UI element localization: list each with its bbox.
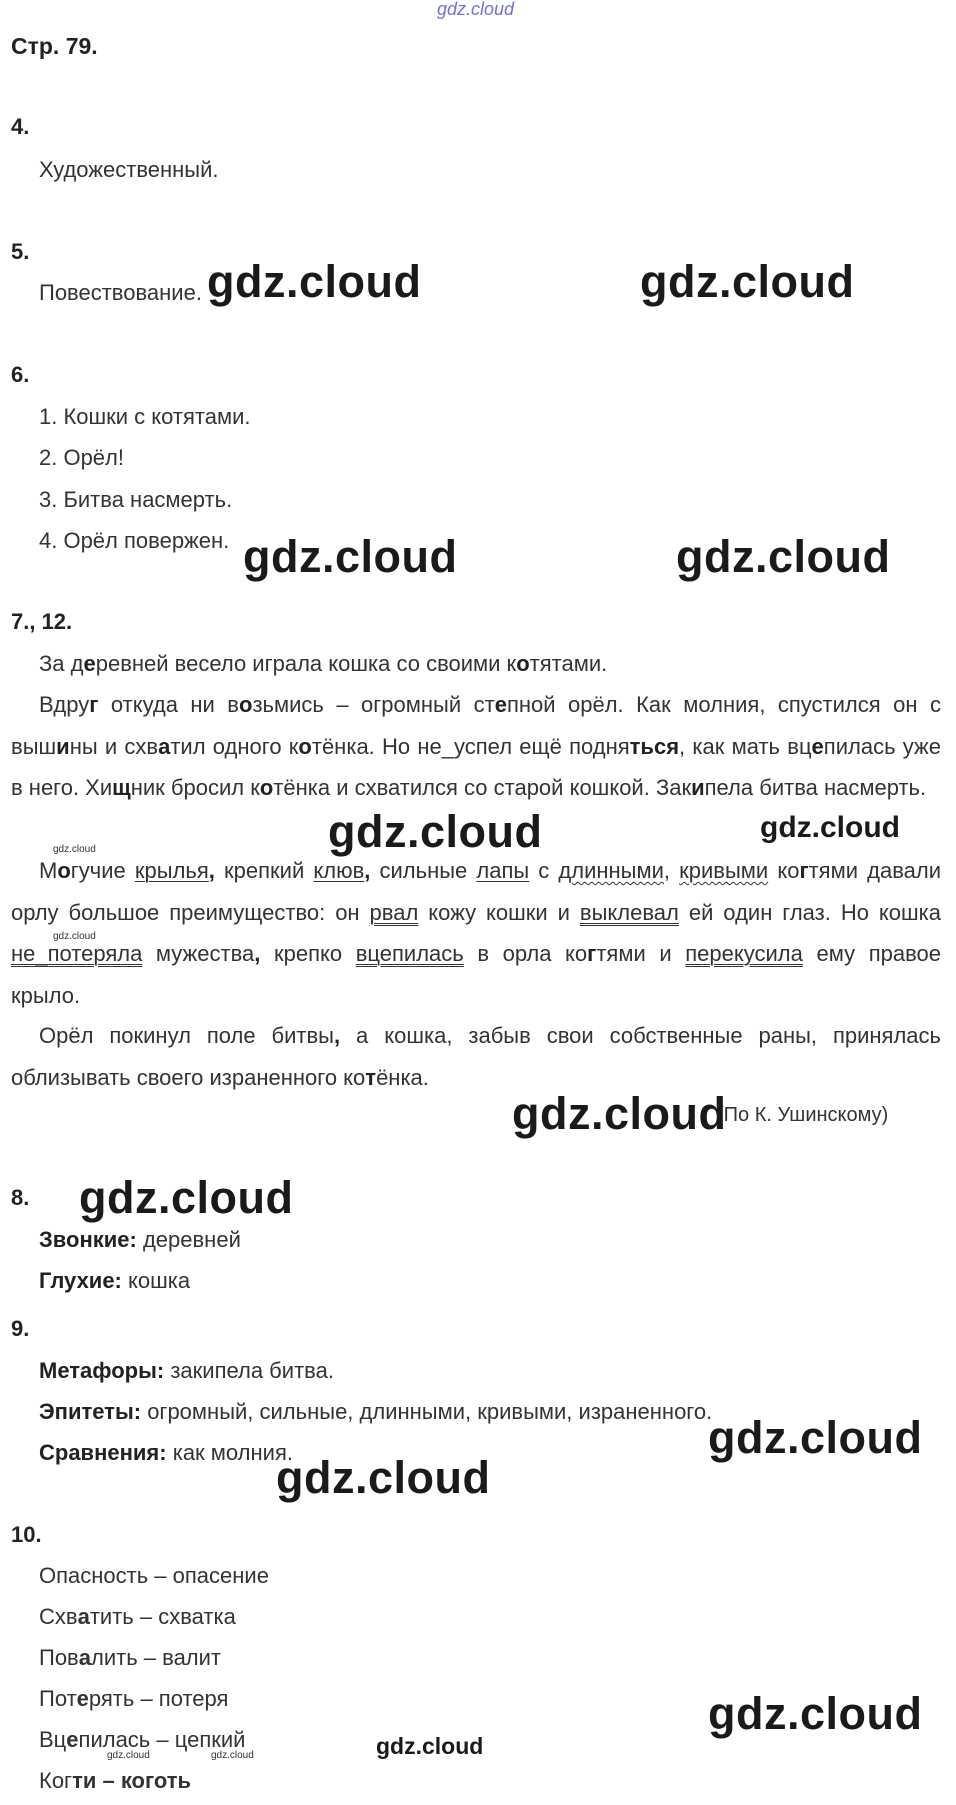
subject-underline: лапы	[476, 858, 530, 883]
story-paragraph-1: За деревней весело играла кошка со своими котятами.	[39, 651, 608, 676]
task-5-number: 5.	[11, 239, 30, 264]
task-10-pair: Когти – коготь	[39, 1768, 192, 1793]
watermark-small: gdz.cloud	[53, 931, 96, 942]
watermark: gdz.cloud	[79, 1172, 294, 1223]
predicate-underline: перекусила	[685, 941, 803, 966]
watermark: gdz.cloud	[512, 1088, 727, 1139]
watermark-small: gdz.cloud	[211, 1750, 254, 1761]
task-10-pair: Потерять – потеря	[39, 1686, 229, 1711]
page-title: Стр. 79.	[11, 33, 98, 59]
top-watermark: gdz.cloud	[437, 0, 515, 19]
task-10-pair: Схватить – схватка	[39, 1604, 236, 1629]
subject-underline: клюв	[313, 858, 365, 883]
task-6-number: 6.	[11, 362, 30, 387]
task-8-voiced: Звонкие: деревней	[39, 1227, 241, 1252]
watermark: gdz.cloud	[276, 1452, 491, 1503]
story-paragraph-2: Вдруг откуда ни возьмись – огромный степной орёл. Как молния, спустился он с вышины и схватил одного котёнка. Но не_успел ещё подняться, как мать вцепилась уже в него. Хищник бросил котёнка и схватился со старой кошкой. Закипела битва насмерть.	[11, 692, 941, 800]
story-paragraph-4: Орёл покинул поле битвы, а кошка, забыв свои собственные раны, принялась облизывать своего израненного котёнка.	[11, 1023, 942, 1090]
task-6-item: 1. Кошки с котятами.	[39, 404, 251, 429]
task-8-number: 8.	[11, 1185, 30, 1210]
watermark: gdz.cloud	[708, 1412, 923, 1463]
watermark: gdz.cloud	[243, 531, 458, 582]
watermark: gdz.cloud	[207, 256, 422, 307]
predicate-underline: вцепилась	[355, 941, 464, 966]
watermark: gdz.cloud	[676, 531, 891, 582]
watermark: gdz.cloud	[376, 1733, 484, 1759]
task-9-comparisons: Сравнения: как молния.	[39, 1440, 293, 1465]
watermark: gdz.cloud	[760, 811, 900, 844]
subject-underline: крылья	[134, 858, 209, 883]
task-8-voiceless: Глухие: кошка	[39, 1268, 191, 1293]
predicate-underline: выклевал	[579, 899, 679, 925]
task-4-number: 4.	[11, 114, 30, 139]
story-author: (По К. Ушинскому)	[717, 1104, 889, 1126]
story-paragraph-3: Могучие крылья, крепкий клюв, сильные лапы с длинными, кривыми когтями давали орлу большое преимущество: он рвал кожу кошки и выклевал ей один глаз. Но кошка не_потеряла мужества, крепко вцепилась в орла когтями и перекусила ему правое крыло.	[11, 858, 941, 1008]
task-10-number: 10.	[11, 1522, 42, 1547]
task-6-item: 3. Битва насмерть.	[39, 487, 233, 512]
watermark: gdz.cloud	[708, 1688, 923, 1739]
attribute-underline: кривыми	[679, 858, 769, 883]
task-9-metaphors: Метафоры: закипела битва.	[39, 1358, 334, 1383]
task-9-epithets: Эпитеты: огромный, сильные, длинными, кривыми, израненного.	[39, 1399, 713, 1424]
task-5-answer: Повествование.	[39, 280, 202, 305]
task-6-item: 4. Орёл повержен.	[39, 528, 230, 553]
predicate-underline: не_потеряла	[11, 941, 143, 966]
task-4-answer: Художественный.	[39, 157, 219, 182]
watermark: gdz.cloud	[640, 256, 855, 307]
task-10-pair: Вцепилась – цепкий	[39, 1727, 246, 1752]
attribute-underline: длинными	[558, 858, 664, 883]
task-10-pair: Опасность – опасение	[39, 1563, 269, 1588]
watermark: gdz.cloud	[328, 806, 543, 857]
predicate-underline: рвал	[369, 899, 419, 925]
task-9-number: 9.	[11, 1316, 30, 1341]
task-7-12-number: 7., 12.	[11, 609, 73, 634]
watermark-small: gdz.cloud	[107, 1750, 150, 1761]
task-10-pair: Повалить – валит	[39, 1645, 222, 1670]
watermark-small: gdz.cloud	[53, 844, 96, 855]
task-6-item: 2. Орёл!	[39, 445, 124, 470]
